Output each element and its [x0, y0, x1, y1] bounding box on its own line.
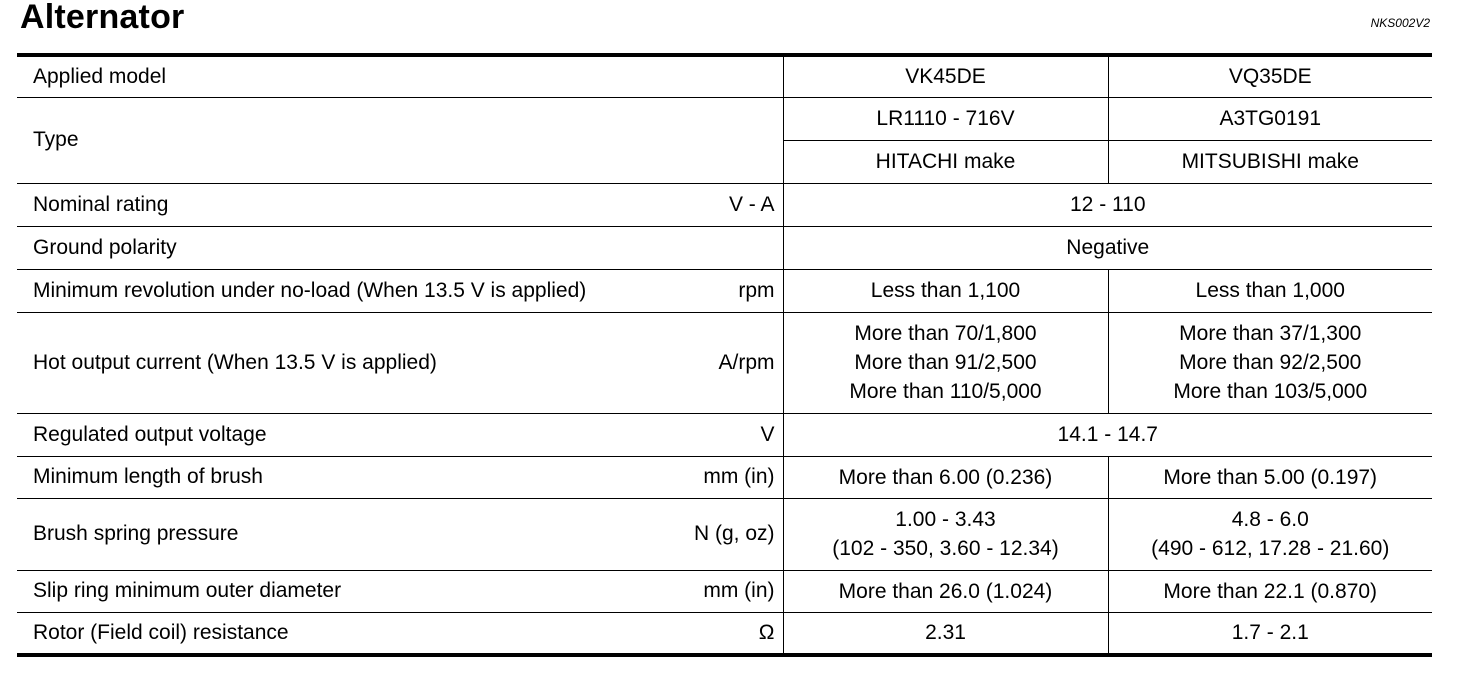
table-row: [17, 226, 1432, 269]
row-unit: A/rpm: [607, 312, 783, 413]
cell-vq35de: More than 5.00 (0.197): [1108, 456, 1432, 498]
row-label: Slip ring minimum outer diameter: [17, 570, 607, 612]
cell-shared: 14.1 - 14.7: [783, 413, 1432, 456]
row-label: Regulated output voltage: [17, 413, 607, 456]
cell-vk45de: [783, 498, 1108, 570]
cell-vq35de: [1108, 498, 1432, 570]
row-unit: N (g, oz): [607, 498, 783, 570]
cell-vk45de: [783, 312, 1108, 413]
row-label: Ground polarity: [17, 226, 607, 269]
row-label: Minimum length of brush: [17, 456, 607, 498]
value-line: More than 37/1,300: [1179, 322, 1362, 345]
row-label: Rotor (Field coil) resistance: [17, 612, 607, 655]
table-row: [17, 183, 1432, 226]
cell-vq35de: More than 22.1 (0.870): [1108, 570, 1432, 612]
row-unit: [607, 97, 783, 183]
row-label: Hot output current (When 13.5 V is applied): [17, 312, 607, 413]
value-line: More than 70/1,800: [854, 322, 1037, 345]
cell-vk45de: More than 6.00 (0.236): [783, 456, 1108, 498]
cell-vk45de: 2.31: [783, 612, 1108, 655]
page-title: Alternator: [20, 0, 185, 36]
table-row: [17, 269, 1432, 312]
cell-vq35de: Less than 1,000: [1108, 269, 1432, 312]
cell-vq35de: A3TG0191: [1108, 97, 1432, 140]
row-unit: V - A: [607, 183, 783, 226]
cell-vk45de: LR1110 - 716V: [783, 97, 1108, 140]
cell-vk45de: VK45DE: [783, 55, 1108, 97]
row-label: Minimum revolution under no-load (When 13.5 V is applied): [17, 269, 607, 312]
row-unit: mm (in): [607, 456, 783, 498]
row-unit: [607, 55, 783, 97]
table-row: [17, 570, 1432, 612]
row-label: Applied model: [17, 55, 607, 97]
value-line: More than 110/5,000: [849, 380, 1042, 403]
value-line: 1.00 - 3.43: [895, 508, 996, 531]
value-line: More than 91/2,500: [854, 351, 1037, 374]
row-unit: rpm: [607, 269, 783, 312]
row-unit: mm (in): [607, 570, 783, 612]
row-unit: [607, 226, 783, 269]
cell-vq35de: 1.7 - 2.1: [1108, 612, 1432, 655]
table-row: [17, 498, 1432, 570]
cell-vq35de: [1108, 312, 1432, 413]
cell-vk45de: HITACHI make: [783, 140, 1108, 183]
cell-shared: 12 - 110: [783, 183, 1432, 226]
table-row: [17, 612, 1432, 655]
value-line: More than 92/2,500: [1179, 351, 1362, 374]
alternator-spec-table: [17, 53, 1432, 657]
cell-shared: Negative: [783, 226, 1432, 269]
row-unit: V: [607, 413, 783, 456]
row-unit: Ω: [607, 612, 783, 655]
value-line: 4.8 - 6.0: [1231, 508, 1309, 531]
value-line: More than 103/5,000: [1173, 380, 1368, 403]
table-row: [17, 312, 1432, 413]
value-line: (102 - 350, 3.60 - 12.34): [832, 537, 1059, 560]
cell-vq35de: MITSUBISHI make: [1108, 140, 1432, 183]
document-code: NKS002V2: [1370, 16, 1430, 30]
row-label: Brush spring pressure: [17, 498, 607, 570]
value-line: (490 - 612, 17.28 - 21.60): [1151, 537, 1390, 560]
table-row: [17, 413, 1432, 456]
cell-vq35de: VQ35DE: [1108, 55, 1432, 97]
table-row: [17, 97, 1432, 140]
cell-vk45de: More than 26.0 (1.024): [783, 570, 1108, 612]
table-row: [17, 55, 1432, 97]
table-row: [17, 456, 1432, 498]
row-label: Type: [17, 97, 607, 183]
row-label: Nominal rating: [17, 183, 607, 226]
cell-vk45de: Less than 1,100: [783, 269, 1108, 312]
